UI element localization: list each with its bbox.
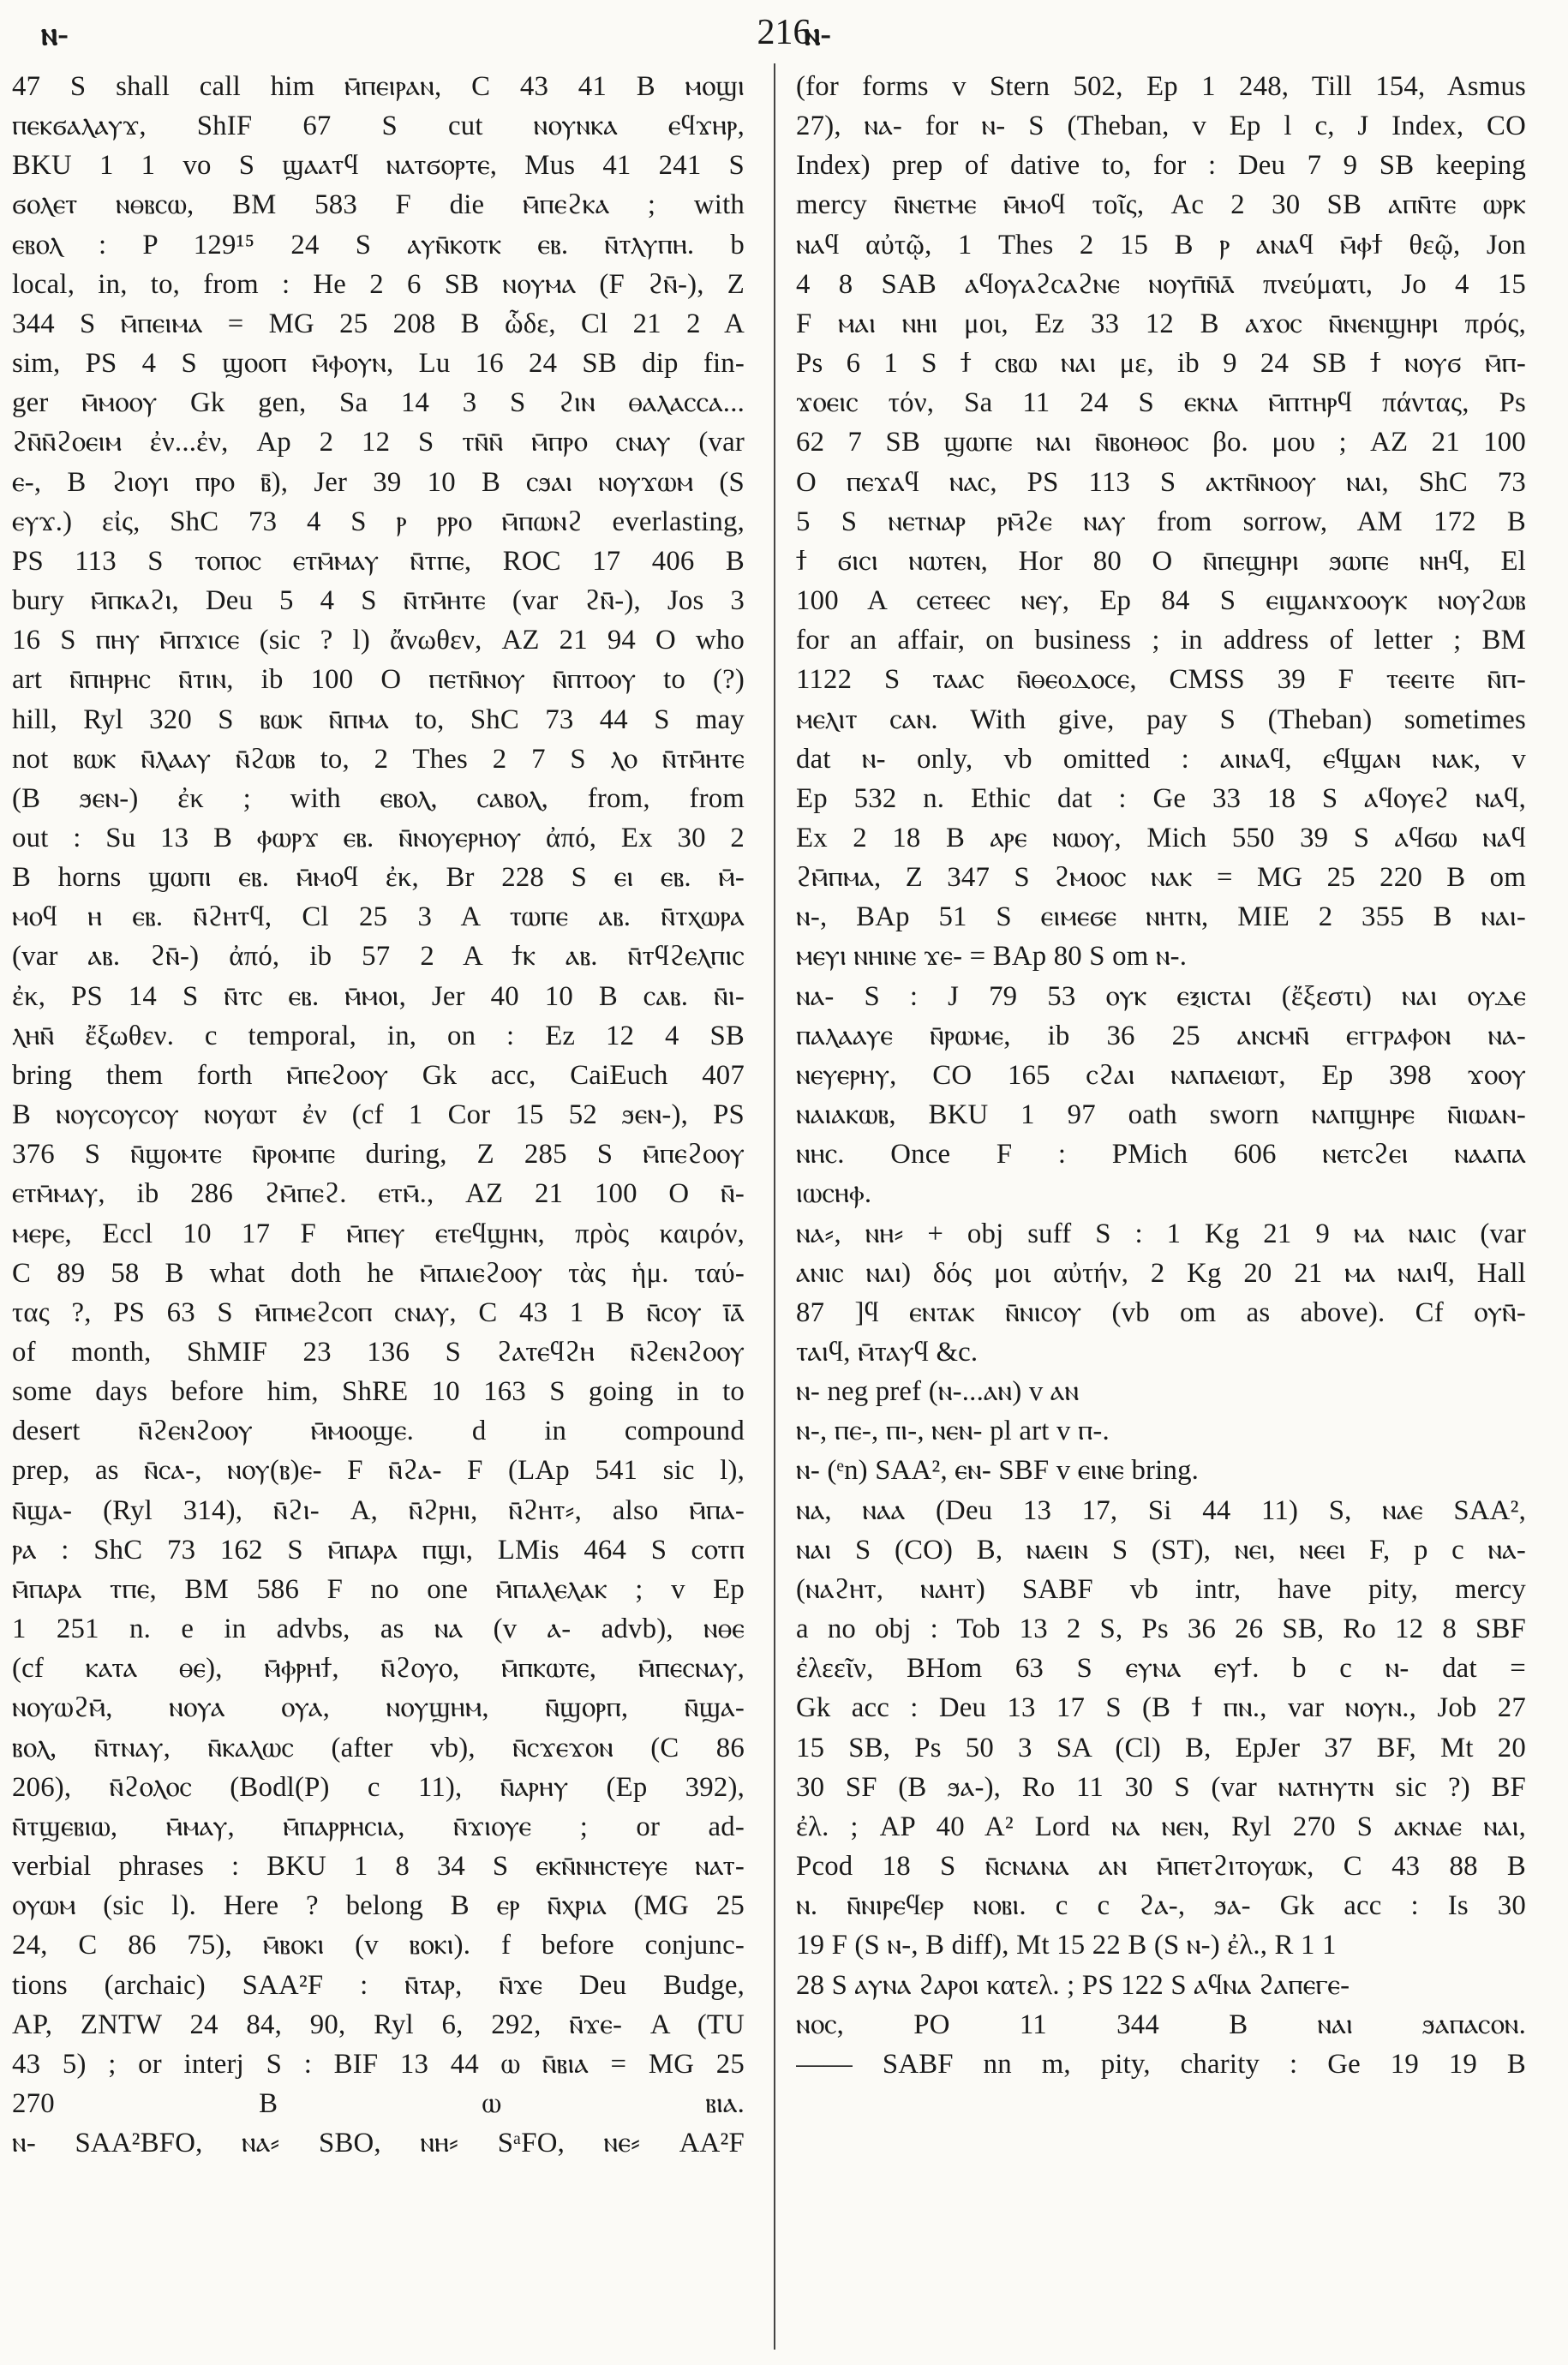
text-line: 87 ]ϥ ⲉⲛⲧⲁⲕ ⲛ̄ⲛⲓⲥⲟⲩ (vb om as above). Cf ⲟⲩⲛ̄- <box>796 1296 1526 1328</box>
text-line: Gk acc : Deu 13 17 S (B ϯ ⲡⲛ., var ⲛⲟⲩⲛ., Job 27 <box>796 1692 1526 1724</box>
text-line: BKU 1 1 vo S ϣⲁⲁⲧϥ ⲛⲁⲧϭⲟⲣⲧⲉ, Mus 41 241 S <box>12 150 745 182</box>
text-line: ⲟⲩⲱⲙ (sic l). Here ? belong B ⲉⲣ ⲛ̄ⲭⲣⲓⲁ (MG 25 <box>12 1890 745 1922</box>
text-line: not ⲃⲱⲕ ⲛ̄ⲗⲁⲁⲩ ⲛ̄ϩⲱⲃ to, 2 Thes 2 7 S ⲗⲟ ⲛ̄ⲧⲙ̄ⲏⲧⲉ <box>12 743 745 775</box>
text-line: 1 251 n. e in advbs, as ⲛⲁ (v ⲁ- advb), ⲛⲑⲉ <box>12 1614 745 1645</box>
page-number: 216 <box>757 13 811 52</box>
text-line: ⲛ-, ⲡⲉ-, ⲡⲓ-, ⲛⲉⲛ- pl art v ⲡ-. <box>796 1416 1110 1447</box>
text-line: ⲛⲟⲥ, PO 11 344 B ⲛⲁⲓ ϧⲁⲡⲁⲥⲟⲛ. <box>796 2009 1526 2040</box>
text-line: 28 S ⲁⲩⲛⲁ ϩⲁⲣⲟⲓ κατελ. ; PS 122 S ⲁϥⲛⲁ ϩⲁⲡⲉⲅⲉ- <box>796 1969 1350 2001</box>
text-line: (for forms v Stern 502, Ep 1 248, Till 154, Asmus <box>796 71 1526 102</box>
text-line: F ⲙⲁⲓ ⲛⲏⲓ μοι, Ez 33 12 B ⲁϫⲟⲥ ⲛ̄ⲛⲉⲛϣⲏⲣⲓ πρός, <box>796 308 1526 339</box>
text-line: ⲓⲱⲥⲏⲫ. <box>796 1178 872 1210</box>
text-line: ⲃⲟⲗ, ⲛ̄ⲧⲛⲁⲩ, ⲛ̄ⲕⲁⲗⲱⲥ (after vb), ⲛ̄ⲥϫⲉϫⲟⲛ (C 86 <box>12 1732 745 1763</box>
text-line: ⲁⲛⲓⲥ ⲛⲁⲓ) δός μοι αὐτήν, 2 Kg 20 21 ⲙⲁ ⲛⲁⲓϥ, Hall <box>796 1257 1526 1289</box>
text-line: 30 SF (B ϧⲁ-), Ro 11 30 S (var ⲛⲁⲧⲏⲩⲧⲛ sic ?) BF <box>796 1771 1526 1803</box>
text-line: of month, ShMIF 23 136 S ϩⲁⲧⲉϥϩⲏ ⲛ̄ϩⲉⲛϩⲟⲟⲩ <box>12 1337 745 1368</box>
text-line: bring them forth ⲙ̄ⲡⲉϩⲟⲟⲩ Gk acc, CaiEuch 407 <box>12 1059 745 1091</box>
text-line: 15 SB, Ps 50 3 SA (Cl) B, EpJer 37 BF, Mt 20 <box>796 1732 1526 1763</box>
text-line: ⲗⲏⲛ̄ ἔξωθεν. c temporal, in, on : Ez 12 4 SB <box>12 1020 745 1051</box>
text-line: τας ?, PS 63 S ⲙ̄ⲡⲙⲉϩⲥⲟⲡ ⲥⲛⲁⲩ, C 43 1 B ⲛ̄ⲥⲟⲩ ⲓ̄ⲁ̄ <box>12 1296 745 1328</box>
text-line: ϩⲛ̄ⲛ̄ϩⲟⲉⲓⲙ ἐν...ἐν, Ap 2 12 S ⲧⲛ̄ⲛ̄ ⲙ̄ⲡⲣⲟ ⲥⲛⲁⲩ (var <box>12 427 745 458</box>
text-line: ⲛⲁⲓ S (CO) B, ⲛⲁⲉⲓⲛ S (ST), ⲛⲉⲓ, ⲛⲉⲉⲓ F, p c ⲛⲁ- <box>796 1534 1526 1566</box>
text-line: a no obj : Tob 13 2 S, Ps 36 26 SB, Ro 12 8 SBF <box>796 1614 1526 1645</box>
text-line: ⲙ̄ⲡⲁⲣⲁ ⲧⲡⲉ, BM 586 F no one ⲙ̄ⲡⲁⲗⲉⲗⲁⲕ ; v Ep <box>12 1573 745 1605</box>
text-line: ἐλεεῖν, BHom 63 S ⲉⲩⲛⲁ ⲉⲩϯ. b c ⲛ- dat = <box>796 1653 1526 1685</box>
text-line: ⲛⲟⲩⲱϩⲙ̄, ⲛⲟⲩⲁ ⲟⲩⲁ, ⲛⲟⲩϣⲏⲙ, ⲛ̄ϣⲟⲣⲡ, ⲛ̄ϣⲁ- <box>12 1692 745 1724</box>
text-line: —— SABF nn m, pity, charity : Ge 19 19 B <box>796 2048 1526 2080</box>
text-line: Index) prep of dative to, for : Deu 7 9 SB keeping <box>796 150 1526 182</box>
text-line: ⲛⲁ- S : J 79 53 ⲟⲩⲕ ⲉⲝⲓⲥⲧⲁⲓ (ἔξεστι) ⲛⲁⲓ ⲟⲩⲇⲉ <box>796 980 1526 1012</box>
text-line: 344 S ⲙ̄ⲡⲉⲓⲙⲁ = MG 25 208 B ὧδε, Cl 21 2 A <box>12 308 745 339</box>
text-line: 16 S ⲡⲏⲩ ⲙ̄ⲡϫⲓⲥⲉ (sic ? l) ἄνωθεν, AZ 21 94 O who <box>12 625 745 656</box>
text-line: for an affair, on business ; in address of letter ; BM <box>796 625 1526 656</box>
text-line: ⲛⲁϥ αὐτῷ, 1 Thes 2 15 B ⲣ ⲁⲛⲁϥ ⲙ̄ⲫϯ θεῷ, Jon <box>796 229 1526 260</box>
text-line: ⲛⲁ⸗, ⲛⲏ⸗ + obj suff S : 1 Kg 21 9 ⲙⲁ ⲛⲁⲓⲥ (var <box>796 1218 1526 1249</box>
left-column <box>12 67 745 2163</box>
text-line: Ex 2 18 B ⲁⲣⲉ ⲛⲱⲟⲩ, Mich 550 39 S ⲁϥϭⲱ ⲛⲁϥ <box>796 822 1526 853</box>
text-line: (B ϧⲉⲛ-) ἐκ ; with ⲉⲃⲟⲗ, ⲥⲁⲃⲟⲗ, from, from <box>12 782 745 814</box>
text-line: ⲙⲉⲣⲉ, Eccl 10 17 F ⲙ̄ⲡⲉⲩ ⲉⲧⲉϥϣⲏⲛ, πρὸς καιρόν, <box>12 1218 745 1249</box>
text-line: O ⲡⲉϫⲁϥ ⲛⲁⲥ, PS 113 S ⲁⲕⲧⲛ̄ⲛⲟⲟⲩ ⲛⲁⲓ, ShC 73 <box>796 466 1526 498</box>
text-line: hill, Ryl 320 S ⲃⲱⲕ ⲛ̄ⲡⲙⲁ to, ShC 73 44 S may <box>12 704 745 735</box>
text-line: verbial phrases : BKU 1 8 34 S ⲉⲕⲛ̄ⲛⲏⲥⲧⲉⲩⲉ ⲛⲁⲧ- <box>12 1851 745 1883</box>
text-line: Ps 6 1 S ϯ ⲥⲃⲱ ⲛⲁⲓ με, ib 9 24 SB ϯ ⲛⲟⲩϭ ⲙ̄ⲡ- <box>796 348 1526 380</box>
text-line: 270 B ⲱ ⲃⲓⲁ. <box>12 2087 745 2119</box>
text-line: ⲛⲏⲥ. Once F : PMich 606 ⲛⲉⲧⲥϩⲉⲓ ⲛⲁⲁⲡⲁ <box>796 1139 1526 1171</box>
text-line: 376 S ⲛ̄ϣⲟⲙⲧⲉ ⲛ̄ⲣⲟⲙⲡⲉ during, Z 285 S ⲙ̄ⲡⲉϩⲟⲟⲩ <box>12 1139 745 1171</box>
text-line: ⲡⲁⲗⲁⲁⲩⲉ ⲛ̄ⲣⲱⲙⲉ, ib 36 25 ⲁⲛⲥⲙⲛ̄ ⲉⲅⲅⲣⲁⲫⲟⲛ ⲛⲁ- <box>796 1020 1526 1051</box>
text-line: 4 8 SAB ⲁϥⲟⲩⲁϩⲥⲁϩⲛⲉ ⲛⲟⲩⲡ̄ⲛ̄ⲁ̄ πνεύματι, Jo 4 15 <box>796 268 1526 300</box>
text-line: ger ⲙ̄ⲙⲟⲟⲩ Gk gen, Sa 14 3 S ϩⲓⲛ ⲑⲁⲗⲁⲥⲥⲁ... <box>12 387 745 419</box>
text-line: ⲛ. ⲛ̄ⲛⲓⲣⲉϥⲉⲣ ⲛⲟⲃⲓ. c c ϩⲁ-, ϧⲁ- Gk acc : Is 30 <box>796 1890 1526 1922</box>
text-line: tions (archaic) SAA²F : ⲛ̄ⲧⲁⲣ, ⲛ̄ϫⲉ Deu Budge, <box>12 1969 745 2001</box>
text-line: ⲙⲟϥ ⲏ ⲉⲃ. ⲛ̄ϩⲏⲧϥ, Cl 25 3 A ⲧⲱⲡⲉ ⲁⲃ. ⲛ̄ⲧⲭⲱⲣⲁ <box>12 901 745 933</box>
text-line: art ⲛ̄ⲡⲏⲣⲏⲥ ⲛ̄ⲧⲓⲛ, ib 100 O ⲡⲉⲧⲛ̄ⲛⲟⲩ ⲛ̄ⲡⲧⲟⲟⲩ to (?) <box>12 664 745 696</box>
text-line: desert ⲛ̄ϩⲉⲛϩⲟⲟⲩ ⲙ̄ⲙⲟⲟϣⲉ. d in compound <box>12 1416 745 1447</box>
text-line: some days before him, ShRE 10 163 S going in to <box>12 1376 745 1408</box>
header-right-headword: ⲛ- <box>804 16 831 52</box>
text-line: (cf ⲕⲁⲧⲁ ⲑⲉ), ⲙ̄ⲫⲣⲏϯ, ⲛ̄ϩⲟⲩⲟ, ⲙ̄ⲡⲕⲱⲧⲉ, ⲙ̄ⲡⲉⲥⲛⲁⲩ, <box>12 1653 745 1685</box>
text-line: (ⲛⲁϩⲏⲧ, ⲛⲁⲏⲧ) SABF vb intr, have pity, mercy <box>796 1573 1526 1605</box>
page-header <box>0 7 1568 58</box>
text-line: 100 A ⲥⲉⲧⲉⲉⲥ ⲛⲉⲩ, Ep 84 S ⲉⲓϣⲁⲛϫⲟⲟⲩⲕ ⲛⲟⲩϩⲱⲃ <box>796 585 1526 617</box>
text-line: ἐλ. ; AP 40 A² Lord ⲛⲁ ⲛⲉⲛ, Ryl 270 S ⲁⲕⲛⲁⲉ ⲛⲁⲓ, <box>796 1811 1526 1842</box>
text-line: Pcod 18 S ⲛ̄ⲥⲛⲁⲛⲁ ⲁⲛ ⲙ̄ⲡⲉⲧϩⲓⲧⲟⲩⲱⲕ, C 43 88 B <box>796 1851 1526 1883</box>
text-line: ⲣⲁ : ShC 73 162 S ⲙ̄ⲡⲁⲣⲁ ⲡϣⲓ, LMis 464 S ⲥⲟⲧⲡ <box>12 1534 745 1566</box>
header-left-headword: ⲛ- <box>41 16 69 52</box>
text-line: ϭⲟⲗⲉⲧ ⲛⲑⲃⲥⲱ, BM 583 F die ⲙ̄ⲡⲉϩⲕⲁ ; with <box>12 189 745 221</box>
text-line: ϯ ϭⲓⲥⲓ ⲛⲱⲧⲉⲛ, Hor 80 O ⲛ̄ⲡⲉϣⲏⲣⲓ ϧⲱⲡⲉ ⲛⲏϥ, El <box>796 545 1526 577</box>
text-line: bury ⲙ̄ⲡⲕⲁϩⲓ, Deu 5 4 S ⲛ̄ⲧⲙ̄ⲏⲧⲉ (var ϩⲛ̄-), Jos 3 <box>12 585 745 617</box>
text-line: ⲉⲧⲙ̄ⲙⲁⲩ, ib 286 ϩⲙ̄ⲡⲉϩ. ⲉⲧⲙ̄., AZ 21 100 O ⲛ̄- <box>12 1178 745 1210</box>
text-line: 19 F (S ⲛ-, B diff), Mt 15 22 B (S ⲛ-) ἐλ., R 1 1 <box>796 1930 1337 1961</box>
text-line: C 89 58 B what doth he ⲙ̄ⲡⲁⲓⲉϩⲟⲟⲩ τὰς ἡμ. ταύ- <box>12 1257 745 1289</box>
text-line: ⲉⲩϫ.) εἰς, ShC 73 4 S ⲣ ⲣⲣⲟ ⲙ̄ⲡⲱⲛϩ everlasting, <box>12 506 745 537</box>
text-line: AP, ZNTW 24 84, 90, Ryl 6, 292, ⲛ̄ϫⲉ- A (TU <box>12 2009 745 2040</box>
right-column <box>796 67 1526 2084</box>
text-line: mercy ⲛ̄ⲛⲉⲧⲙⲉ ⲙ̄ⲙⲟϥ τοῖς, Ac 2 30 SB ⲁⲡⲛ̄ⲧⲉ ⲱⲣⲕ <box>796 189 1526 221</box>
text-line: 47 S shall call him ⲙ̄ⲡⲉⲓⲣⲁⲛ, C 43 41 B ⲙⲟϣⲓ <box>12 71 745 102</box>
text-line: ⲛⲁⲓⲁⲕⲱⲃ, BKU 1 97 oath sworn ⲛⲁⲡϣⲏⲣⲉ ⲛ̄ⲓⲱⲁⲛ- <box>796 1099 1526 1131</box>
text-line: ⲙⲉⲩⲓ ⲛⲏⲓⲛⲉ ϫⲉ- = BAp 80 S om ⲛ-. <box>796 941 1188 973</box>
text-line: ⲛ̄ϣⲁ- (Ryl 314), ⲛ̄ϩⲓ- A, ⲛ̄ϩⲣⲏⲓ, ⲛ̄ϩⲏⲧ⸗, also ⲙ̄ⲡⲁ- <box>12 1494 745 1526</box>
text-line: 43 5) ; or interj S : BIF 13 44 ⲱ ⲛ̄ⲃⲓⲁ = MG 25 <box>12 2048 745 2080</box>
text-line: ⲧⲁⲓϥ, ⲙ̄ⲧⲁⲩϥ &c. <box>796 1337 979 1368</box>
text-line: (var ⲁⲃ. ϩⲛ̄-) ἀπό, ib 57 2 A ϯⲕ ⲁⲃ. ⲛ̄ⲧϥϩⲉⲗⲡⲓⲥ <box>12 941 745 973</box>
column-divider <box>774 63 775 2350</box>
text-line: ⲙⲉⲗⲓⲧ ⲥⲁⲛ. With give, pay S (Theban) sometimes <box>796 704 1526 735</box>
text-line: ⲛ- neg pref (ⲛ-...ⲁⲛ) v ⲁⲛ <box>796 1376 1080 1408</box>
text-line: prep, as ⲛ̄ⲥⲁ-, ⲛⲟⲩ(ⲃ)ⲉ- F ⲛ̄ϩⲁ- F (LAp 541 sic l), <box>12 1455 745 1487</box>
text-line: ⲉⲃⲟⲗ : P 129¹⁵ 24 S ⲁⲩⲛ̄ⲕⲟⲧⲕ ⲉⲃ. ⲛ̄ⲧⲗⲩⲡⲏ. b <box>12 229 745 260</box>
text-line: local, in, to, from : He 2 6 SB ⲛⲟⲩⲙⲁ (F ϩⲛ̄-), Z <box>12 268 745 300</box>
text-line: PS 113 S ⲧⲟⲡⲟⲥ ⲉⲧⲙ̄ⲙⲁⲩ ⲛ̄ⲧⲡⲉ, ROC 17 406 B <box>12 545 745 577</box>
text-line: 27), ⲛⲁ- for ⲛ- S (Theban, v Ep l c, J Index, CO <box>796 111 1526 142</box>
text-line: ϩⲙ̄ⲡⲙⲁ, Z 347 S ϩⲙⲟⲟⲥ ⲛⲁⲕ = MG 25 220 B om <box>796 862 1526 894</box>
text-line: ἐκ, PS 14 S ⲛ̄ⲧⲥ ⲉⲃ. ⲙ̄ⲙⲟⲓ, Jer 40 10 B ⲥⲁⲃ. ⲛ̄ⲓ- <box>12 980 745 1012</box>
text-line: out : Su 13 B ⲫⲱⲣϫ ⲉⲃ. ⲛ̄ⲛⲟⲩⲉⲣⲏⲟⲩ ἀπό, Ex 30 2 <box>12 822 745 853</box>
text-line: ⲡⲉⲕϭⲁⲗⲁⲩϫ, ShIF 67 S cut ⲛⲟⲩⲛⲕⲁ ⲉϥϫⲏⲣ, <box>12 111 745 142</box>
text-line: ⲛ- (ᵉn) SAA², ⲉⲛ- SBF v ⲉⲓⲛⲉ bring. <box>796 1455 1200 1487</box>
text-line: ⲛ̄ⲧϣⲉⲃⲓⲱ, ⲙ̄ⲙⲁⲩ, ⲙ̄ⲡⲁⲣⲣⲏⲥⲓⲁ, ⲛ̄ϫⲓⲟⲩⲉ ; or ad- <box>12 1811 745 1842</box>
text-line: ⲛ- SAA²BFO, ⲛⲁ⸗ SBO, ⲛⲏ⸗ SᵃFO, ⲛⲉ⸗ AA²F <box>12 2128 745 2159</box>
text-line: dat ⲛ- only, vb omitted : ⲁⲓⲛⲁϥ, ⲉϥϣⲁⲛ ⲛⲁⲕ, v <box>796 743 1526 775</box>
text-line: ⲛⲉⲩⲉⲣⲏⲩ, CO 165 ⲥϩⲁⲓ ⲛⲁⲡⲁⲉⲓⲱⲧ, Ep 398 ϫⲟⲟⲩ <box>796 1059 1526 1091</box>
text-line: 206), ⲛ̄ϩⲟⲗⲟⲥ (Bodl(P) c 11), ⲛ̄ⲁⲣⲏⲩ (Ep 392), <box>12 1771 745 1803</box>
text-line: ⲛ-, BAp 51 S ⲉⲓⲙⲉϭⲉ ⲛⲏⲧⲛ, MIE 2 355 B ⲛⲁⲓ- <box>796 901 1526 933</box>
text-line: 24, C 86 75), ⲙ̄ⲃⲟⲕⲓ (v ⲃⲟⲕⲓ). f before conjunc- <box>12 1930 745 1961</box>
text-line: Ep 532 n. Ethic dat : Ge 33 18 S ⲁϥⲟⲩⲉϩ ⲛⲁϥ, <box>796 782 1526 814</box>
text-line: ⲉ-, B ϩⲓⲟⲩⲓ ⲡⲣⲟ ⲃ̄), Jer 39 10 B ⲥϧⲁⲓ ⲛⲟⲩϫⲱⲙ (S <box>12 466 745 498</box>
text-line: 62 7 SB ϣⲱⲡⲉ ⲛⲁⲓ ⲛ̄ⲃⲟⲏⲑⲟⲥ βο. μου ; AZ 21 100 <box>796 427 1526 458</box>
text-line: sim, PS 4 S ϣⲟⲟⲡ ⲙ̄ⲫⲟⲩⲛ, Lu 16 24 SB dip fin- <box>12 348 745 380</box>
text-line: ⲛⲁ, ⲛⲁⲁ (Deu 13 17, Si 44 11) S, ⲛⲁⲉ SAA², <box>796 1494 1526 1526</box>
text-line: ϫⲟⲉⲓⲥ τόν, Sa 11 24 S ⲉⲕⲛⲁ ⲙ̄ⲡⲧⲏⲣϥ πάντας, Ps <box>796 387 1526 419</box>
text-line: 1122 S ⲧⲁⲁⲥ ⲛ̄ⲑⲉⲟⲇⲟⲥⲉ, CMSS 39 F ⲧⲉⲉⲓⲧⲉ ⲛ̄ⲡ- <box>796 664 1526 696</box>
text-line: B horns ϣⲱⲡⲓ ⲉⲃ. ⲙ̄ⲙⲟϥ ἐκ, Br 228 S ⲉⲓ ⲉⲃ. ⲙ̄- <box>12 862 745 894</box>
text-line: 5 S ⲛⲉⲧⲛⲁⲣ ⲣⲙ̄ϩⲉ ⲛⲁⲩ from sorrow, AM 172 B <box>796 506 1526 537</box>
text-line: B ⲛⲟⲩⲥⲟⲩⲥⲟⲩ ⲛⲟⲩⲱⲧ ἐν (cf 1 Cor 15 52 ϧⲉⲛ-), PS <box>12 1099 745 1131</box>
